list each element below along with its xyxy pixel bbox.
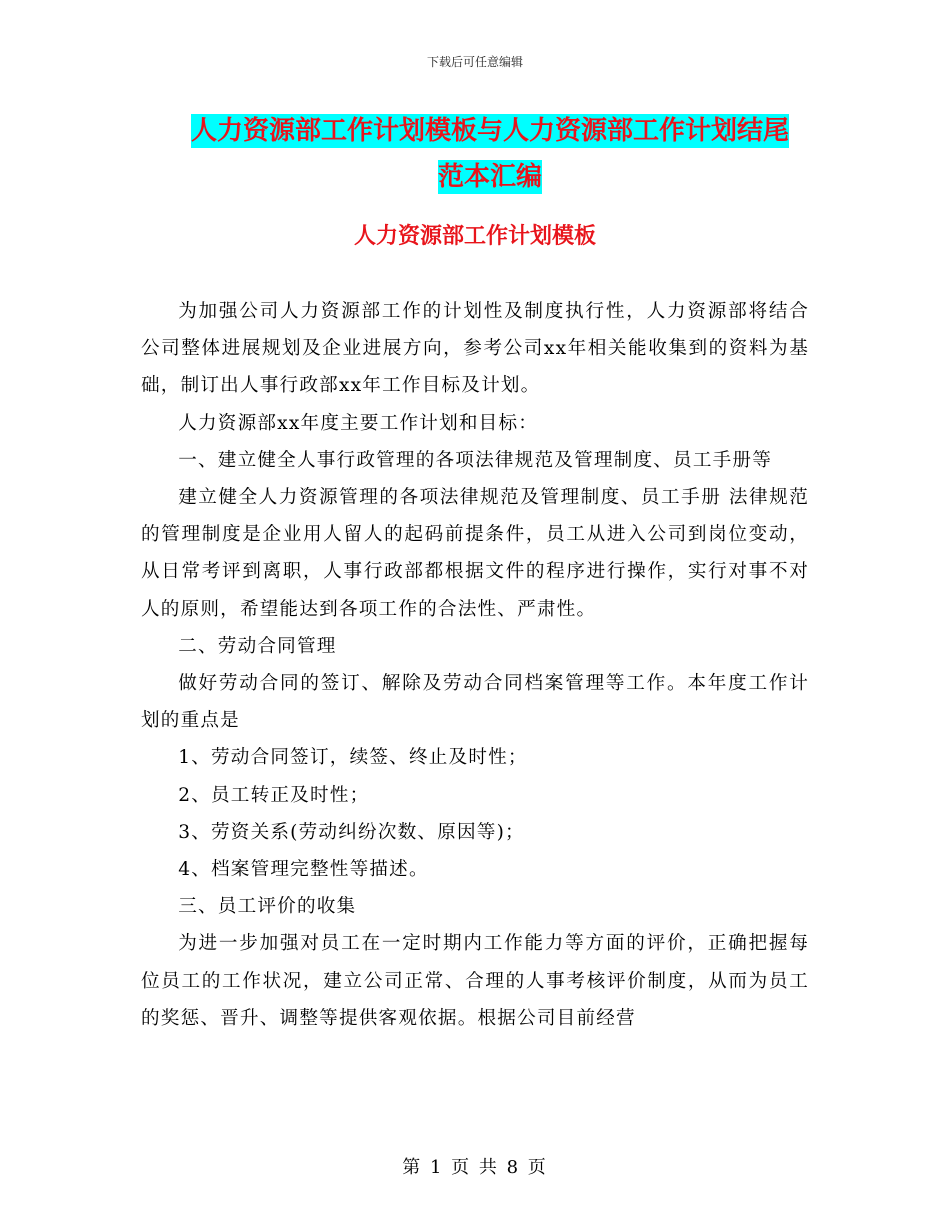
list-item: 2、员工转正及时性； [178, 784, 370, 806]
title-line-1: 人力资源部工作计划模板与人力资源部工作计划结尾 [190, 116, 789, 146]
list-item: 3、劳资关系(劳动纠纷次数、原因等)； [178, 821, 525, 843]
list-item: 1、劳动合同签订，续签、终止及时性； [178, 747, 528, 769]
paragraph: 建立健全人力资源管理的各项法律规范及管理制度、员工手册 法律规范的管理制度是企业用人留人的起码前提条件，员工从进入公司到岗位变动，从日常考评到离职，人事行政部都根据文件的程序进行操作，实行对事不对人的原则，希望能达到各项工作的合法性、严肃性。 [141, 487, 809, 620]
paragraph: 二、劳动合同管理 [178, 635, 337, 657]
paragraph: 三、员工评价的收集 [178, 896, 357, 918]
title-line-2: 范本汇编 [437, 162, 542, 192]
paragraph: 人力资源部xx年度主要工作计划和目标： [178, 412, 539, 434]
paragraph: 一、建立健全人事行政管理的各项法律规范及管理制度、员工手册等 [178, 449, 773, 471]
document-title [150, 108, 830, 200]
paragraph: 为加强公司人力资源部工作的计划性及制度执行性，人力资源部将结合公司整体进展规划及企业进展方向，参考公司xx年相关能收集到的资料为基础，制订出人事行政部xx年工作目标及计划。 [141, 301, 809, 397]
document-body [141, 293, 809, 1037]
paragraph: 为进一步加强对员工在一定时期内工作能力等方面的评价，正确把握每位员工的工作状况，建立公司正常、合理的人事考核评价制度，从而为员工的奖惩、晋升、调整等提供客观依据。根据公司目前经营 [141, 933, 809, 1029]
page-footer: 第 1 页 共 8 页 [402, 1157, 548, 1178]
paragraph: 做好劳动合同的签订、解除及劳动合同档案管理等工作。本年度工作计划的重点是 [141, 673, 809, 732]
list-item: 4、档案管理完整性等描述。 [178, 859, 429, 881]
header-note: 下载后可任意编辑 [426, 55, 523, 69]
section-title: 人力资源部工作计划模板 [353, 224, 596, 249]
